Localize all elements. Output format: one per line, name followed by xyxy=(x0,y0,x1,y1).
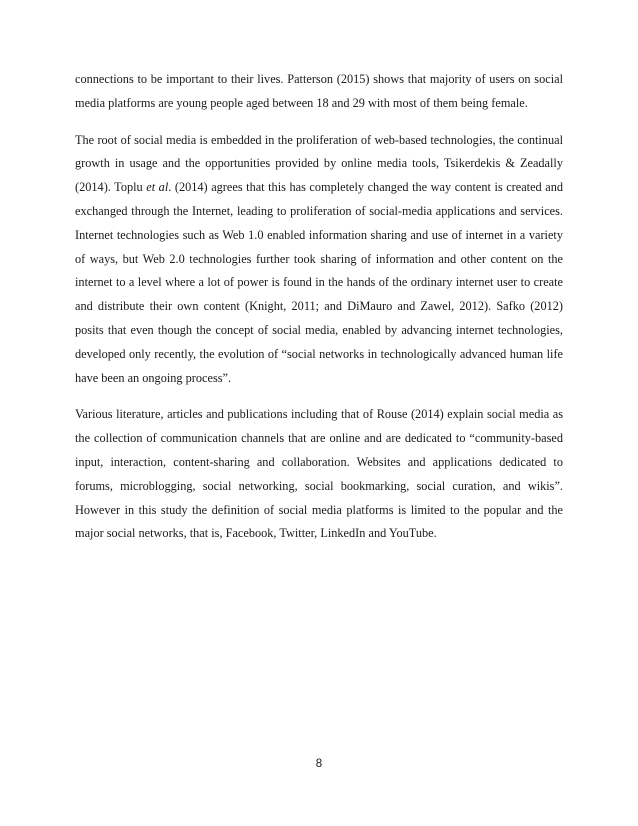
paragraph-2-text-a: The root of social media is embedded in the proliferation of web-based technologies, the continual growth in usage and the opportunities provided by online media tools, Tsikerdekis & Zeadally (2014). Toplu xyxy=(75,132,563,195)
document-page xyxy=(75,68,563,559)
paragraph-3 xyxy=(75,403,563,546)
paragraph-2-text-b: . (2014) agrees that this has completely changed the way content is created and exchanged through the Internet, leading to proliferation of social-media applications and services. Internet technologies such as Web 1.0 enabled information sharing and use of internet in a variety of ways, but Web 2.0 technologies further took sharing of information and other content on the internet to a level where a lot of power is found in the hands of the ordinary internet user to create and distribute their own content (Knight, 2011; and DiMauro and Zawel, 2012). Safko (2012) posits that even though the concept of social media, enabled by advancing internet technologies, developed only recently, the evolution of “social networks in technologically advanced human life have been an ongoing process”. xyxy=(75,180,563,385)
paragraph-2 xyxy=(75,129,563,391)
paragraph-1-text: connections to be important to their lives. Patterson (2015) shows that majority of users on social media platforms are young people aged between 18 and 29 with most of them being female. xyxy=(75,72,563,110)
paragraph-1 xyxy=(75,68,563,116)
page-number: 8 xyxy=(315,758,323,770)
paragraph-2-italic: et al xyxy=(146,180,169,195)
paragraph-3-text: Various literature, articles and publications including that of Rouse (2014) explain social media as the collection of communication channels that are online and are dedicated to “community-based input, interaction, content-sharing and collaboration. Websites and applications dedicated to forums, microblogging, social networking, social bookmarking, social curation, and wikis”. However in this study the definition of social media platforms is limited to the popular and the major social networks, that is, Facebook, Twitter, LinkedIn and YouTube. xyxy=(75,407,563,541)
